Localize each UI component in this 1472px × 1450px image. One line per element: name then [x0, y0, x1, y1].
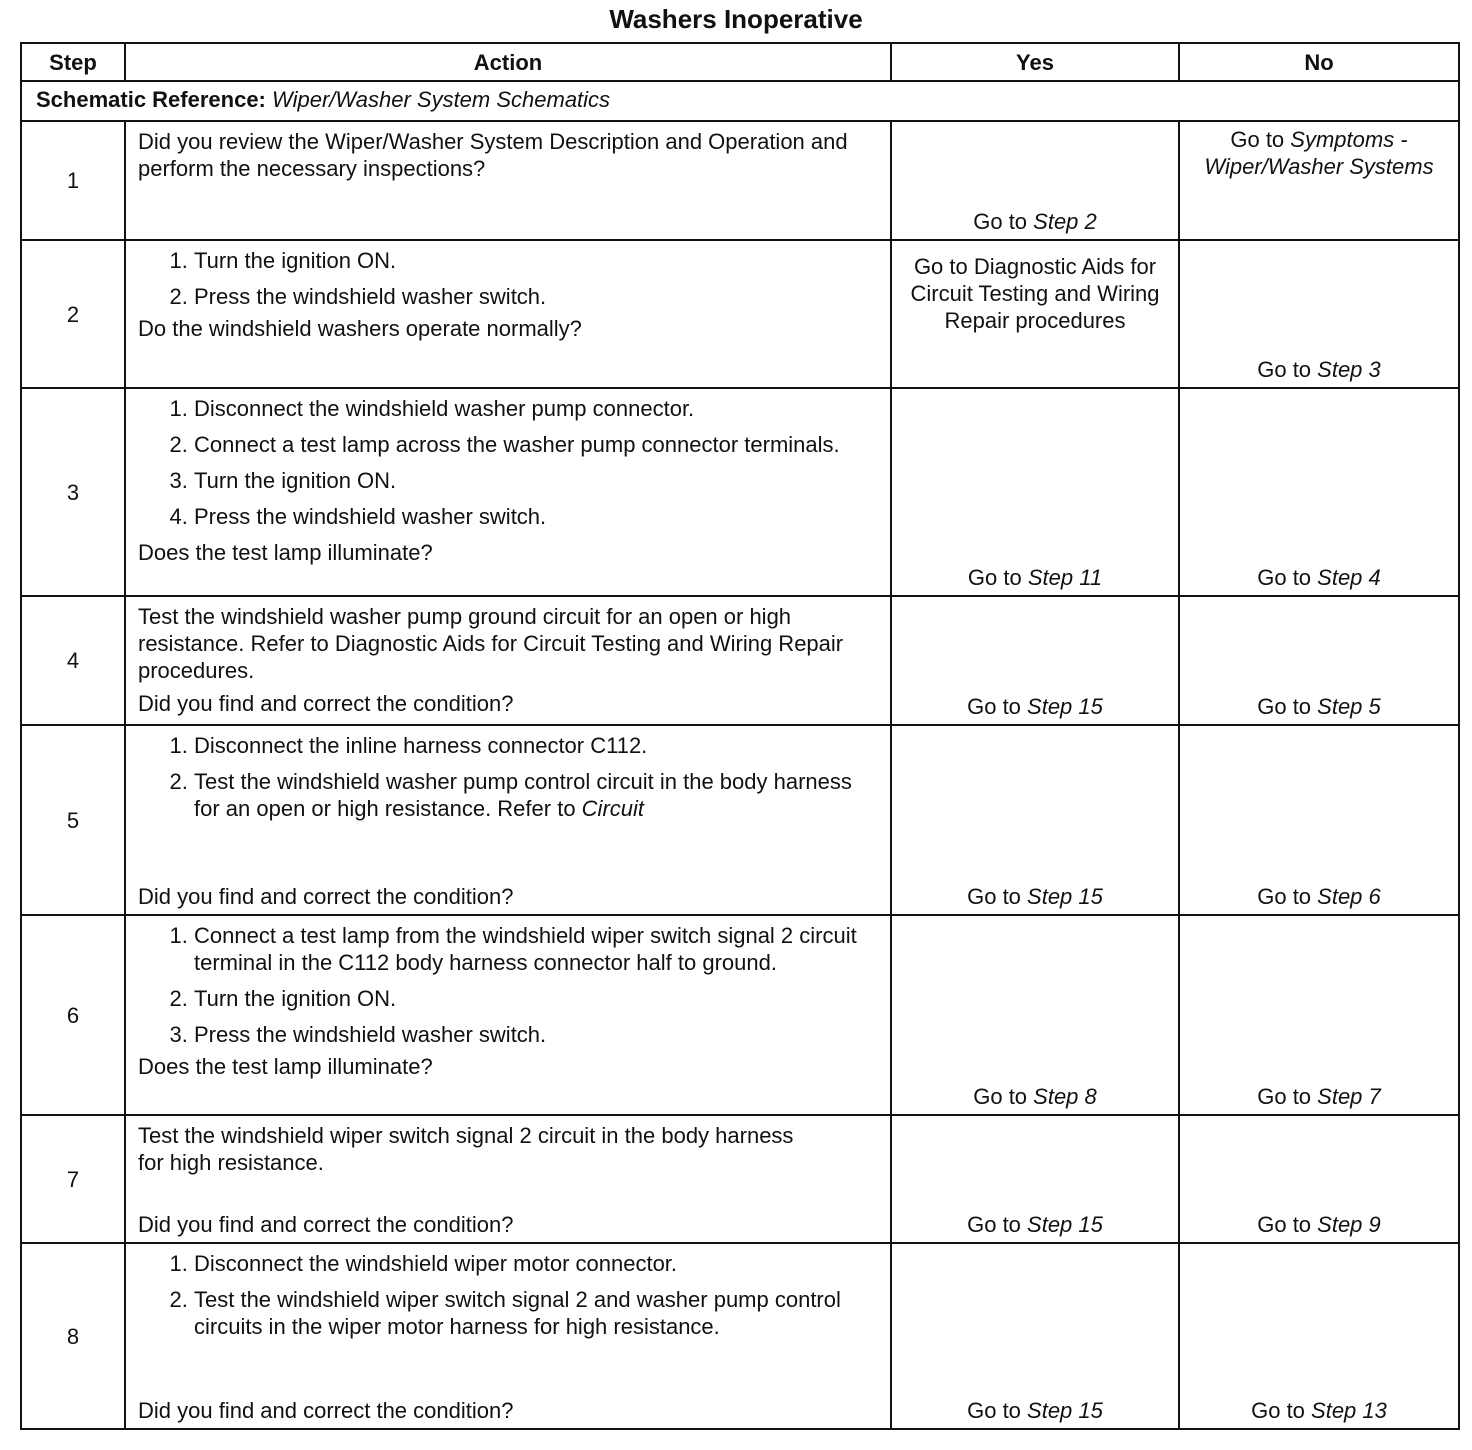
no-result[interactable]: Go to Step 3: [1257, 357, 1381, 382]
action-cell: [125, 388, 891, 596]
header-yes: Yes: [891, 43, 1179, 81]
yes-cell: [891, 388, 1179, 596]
action-question: Did you find and correct the condition?: [138, 1398, 514, 1423]
no-cell: [1179, 915, 1459, 1115]
action-cell: [125, 1243, 891, 1429]
no-result[interactable]: Go to Step 6: [1257, 884, 1381, 909]
table-row: [21, 915, 1459, 1115]
action-question: Did you find and correct the condition?: [138, 1212, 514, 1237]
no-cell: [1179, 388, 1459, 596]
action-list: [138, 395, 880, 530]
action-text: Test the windshield washer pump ground circuit for an open or high resistance. Refer to Diagnostic Aids for Circuit Testing and Wiring Repair procedures.: [138, 604, 844, 683]
schematic-reference: [21, 81, 1459, 121]
yes-result[interactable]: Go to Step 15: [967, 694, 1103, 719]
no-result[interactable]: Go to Step 4: [1257, 565, 1381, 590]
circuit-link[interactable]: Circuit: [581, 796, 645, 821]
list-item: 1. Turn the ignition ON.: [194, 247, 880, 274]
no-result[interactable]: Go to Step 13: [1251, 1398, 1387, 1423]
no-cell: [1179, 1115, 1459, 1243]
no-result[interactable]: Go to Step 9: [1257, 1212, 1381, 1237]
step-number: 2: [21, 240, 125, 388]
step-number: 8: [21, 1243, 125, 1429]
action-list: [138, 922, 880, 1048]
action-text: Test the windshield wiper switch signal 2 circuit in the body harness for high resistance.: [138, 1123, 794, 1175]
no-cell: [1179, 121, 1459, 240]
action-cell: [125, 240, 891, 388]
action-list: [138, 1250, 880, 1340]
yes-cell: [891, 915, 1179, 1115]
header-no: No: [1179, 43, 1459, 81]
list-item: 2. Test the windshield washer pump control circuit in the body harness for an open or high resistance. Refer to Circuit: [194, 768, 880, 822]
step-number: 7: [21, 1115, 125, 1243]
table-row: [21, 240, 1459, 388]
yes-cell: [891, 596, 1179, 725]
yes-result[interactable]: Go to Diagnostic Aids for Circuit Testing and Wiring Repair procedures: [910, 254, 1160, 333]
no-cell: [1179, 725, 1459, 915]
list-item: 4. Press the windshield washer switch.: [194, 503, 880, 530]
yes-result[interactable]: Go to Step 15: [967, 1212, 1103, 1237]
yes-cell: [891, 240, 1179, 388]
list-item: 2. Press the windshield washer switch.: [194, 283, 880, 310]
no-result[interactable]: Go to Symptoms - Wiper/Washer Systems: [1204, 127, 1434, 179]
yes-result[interactable]: Go to Step 15: [967, 884, 1103, 909]
action-question: Did you find and correct the condition?: [138, 884, 514, 909]
action-question: Do the windshield washers operate normally?: [138, 316, 582, 341]
list-item: 3. Turn the ignition ON.: [194, 467, 880, 494]
list-item: 3. Press the windshield washer switch.: [194, 1021, 880, 1048]
table-row: [21, 725, 1459, 915]
step-number: 3: [21, 388, 125, 596]
schematic-row: [21, 81, 1459, 121]
no-result[interactable]: Go to Step 7: [1257, 1084, 1381, 1109]
list-item: 1. Connect a test lamp from the windshield wiper switch signal 2 circuit terminal in the C112 body harness connector half to ground.: [194, 922, 880, 976]
no-cell: [1179, 1243, 1459, 1429]
list-item: 1. Disconnect the inline harness connector C112.: [194, 732, 880, 759]
action-text: Did you review the Wiper/Washer System Description and Operation and perform the necessary inspections?: [138, 129, 848, 181]
step-number: 5: [21, 725, 125, 915]
yes-cell: [891, 1115, 1179, 1243]
yes-result[interactable]: Go to Step 8: [973, 1084, 1097, 1109]
step-number: 4: [21, 596, 125, 725]
action-cell: [125, 596, 891, 725]
action-cell: [125, 725, 891, 915]
yes-cell: [891, 1243, 1179, 1429]
schematic-label: Schematic Reference:: [36, 87, 266, 112]
table-row: [21, 596, 1459, 725]
yes-result[interactable]: Go to Step 15: [967, 1398, 1103, 1423]
diagnostic-table: [20, 42, 1460, 1430]
page-title: Washers Inoperative: [609, 4, 863, 34]
yes-cell: [891, 121, 1179, 240]
action-question: Did you find and correct the condition?: [138, 691, 514, 716]
table-row: [21, 1243, 1459, 1429]
list-item: 1. Disconnect the windshield wiper motor connector.: [194, 1250, 880, 1277]
no-cell: [1179, 596, 1459, 725]
list-item: 2. Turn the ignition ON.: [194, 985, 880, 1012]
list-item: 2. Connect a test lamp across the washer pump connector terminals.: [194, 431, 880, 458]
schematic-link[interactable]: Wiper/Washer System Schematics: [272, 87, 611, 112]
list-item: 1. Disconnect the windshield washer pump connector.: [194, 395, 880, 422]
no-cell: [1179, 240, 1459, 388]
yes-result[interactable]: Go to Step 11: [967, 565, 1103, 590]
yes-cell: [891, 725, 1179, 915]
header-action: Action: [125, 43, 891, 81]
header-row: [21, 43, 1459, 81]
step-number: 6: [21, 915, 125, 1115]
action-question: Does the test lamp illuminate?: [138, 1054, 433, 1079]
action-cell: [125, 915, 891, 1115]
action-list: [138, 732, 880, 822]
table-row: [21, 1115, 1459, 1243]
step-number: 1: [21, 121, 125, 240]
header-step: Step: [21, 43, 125, 81]
table-row: [21, 388, 1459, 596]
action-list: [138, 247, 880, 310]
action-cell: [125, 1115, 891, 1243]
action-cell: [125, 121, 891, 240]
list-item: 2. Test the windshield wiper switch signal 2 and washer pump control circuits in the wiper motor harness for high resistance.: [194, 1286, 880, 1340]
yes-result[interactable]: Go to Step 2: [973, 209, 1097, 234]
no-result[interactable]: Go to Step 5: [1257, 694, 1381, 719]
action-question: Does the test lamp illuminate?: [138, 540, 433, 565]
table-row: [21, 121, 1459, 240]
